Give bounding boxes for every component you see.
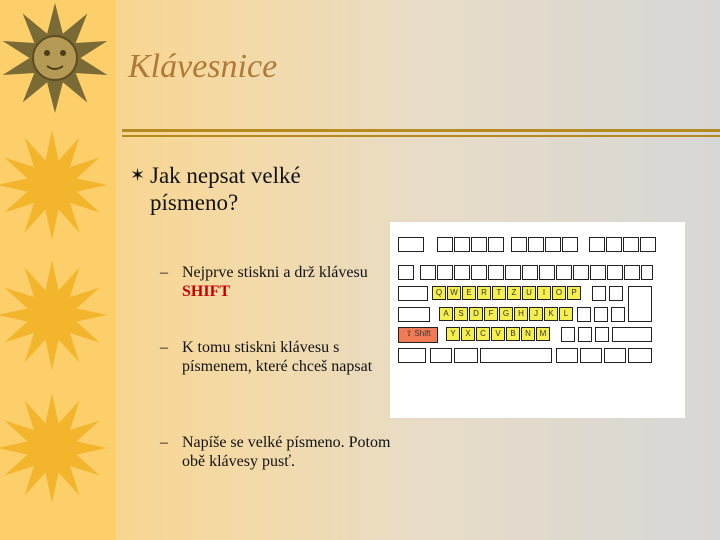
key-bracket — [592, 286, 606, 301]
sub2-text: K tomu stiskni klávesu s písmenem, které chceš napsat — [182, 339, 373, 375]
shift-emphasis: SHIFT — [182, 283, 231, 300]
star-bullet-icon: ✶ — [130, 165, 146, 185]
key-number — [398, 265, 414, 280]
key-f — [511, 237, 527, 252]
key-letter: Z — [507, 286, 521, 300]
keyboard-diagram — [390, 222, 685, 418]
key-slash — [595, 327, 609, 342]
key-number — [607, 265, 623, 280]
key-capslock — [398, 307, 430, 322]
key-number — [590, 265, 606, 280]
key-f — [528, 237, 544, 252]
key-space — [480, 348, 552, 363]
key-esc — [398, 237, 424, 252]
title-rule-thin — [122, 135, 720, 137]
key-letter: C — [476, 327, 490, 341]
key-f — [606, 237, 622, 252]
key-letter: L — [559, 307, 573, 321]
key-letter: S — [454, 307, 468, 321]
key-alt — [454, 348, 478, 363]
key-letter: P — [567, 286, 581, 300]
key-letter: T — [492, 286, 506, 300]
key-f — [488, 237, 504, 252]
key-comma — [561, 327, 575, 342]
slide-title: Klávesnice — [128, 48, 278, 85]
key-number — [471, 265, 487, 280]
key-number — [522, 265, 538, 280]
decorative-sidebar — [0, 0, 116, 540]
key-letter: R — [477, 286, 491, 300]
main-bullet-text: Jak nepsat velké písmeno? — [150, 163, 301, 215]
key-menu2 — [604, 348, 626, 363]
key-letter: E — [462, 286, 476, 300]
key-letter: N — [521, 327, 535, 341]
key-letter: A — [439, 307, 453, 321]
key-letter: F — [484, 307, 498, 321]
key-f — [640, 237, 656, 252]
key-number — [573, 265, 589, 280]
key-f — [545, 237, 561, 252]
key-f — [623, 237, 639, 252]
key-letter: I — [537, 286, 551, 300]
key-letter: X — [461, 327, 475, 341]
sub-bullet-1 — [160, 263, 400, 301]
sun-decoration-icon — [0, 0, 116, 540]
dash-bullet-icon: – — [160, 264, 168, 281]
key-number — [505, 265, 521, 280]
sub-bullet-2 — [160, 338, 400, 376]
key-number — [488, 265, 504, 280]
key-number — [539, 265, 555, 280]
key-number — [437, 265, 453, 280]
key-period — [578, 327, 592, 342]
key-f — [471, 237, 487, 252]
key-backspace — [641, 265, 653, 280]
key-letter: B — [506, 327, 520, 341]
key-letter: D — [469, 307, 483, 321]
sub-bullet-3 — [160, 433, 400, 471]
key-right-shift — [612, 327, 652, 342]
key-f — [589, 237, 605, 252]
key-win — [430, 348, 452, 363]
sun-face-icon — [0, 3, 110, 113]
dash-bullet-icon: – — [160, 339, 168, 356]
main-bullet — [130, 162, 380, 216]
key-letter: H — [514, 307, 528, 321]
key-f — [562, 237, 578, 252]
key-letter: V — [491, 327, 505, 341]
key-letter: G — [499, 307, 513, 321]
key-letter: O — [552, 286, 566, 300]
key-letter: J — [529, 307, 543, 321]
key-number — [556, 265, 572, 280]
key-letter: U — [522, 286, 536, 300]
key-letter: Y — [446, 327, 460, 341]
key-backslash — [611, 307, 625, 322]
shift-key: ⇧ Shift — [398, 327, 438, 343]
sub1-text: Nejprve stiskni a drž klávesu — [182, 264, 368, 281]
key-ctrl-right — [628, 348, 652, 363]
key-letter: Q — [432, 286, 446, 300]
title-rule — [122, 129, 720, 132]
dash-bullet-icon: – — [160, 434, 168, 451]
key-letter: K — [544, 307, 558, 321]
key-ctrl — [398, 348, 426, 363]
key-semicolon — [577, 307, 591, 322]
key-menu — [580, 348, 602, 363]
key-number — [454, 265, 470, 280]
key-letter: W — [447, 286, 461, 300]
key-enter — [628, 286, 652, 322]
key-number — [420, 265, 436, 280]
key-f — [437, 237, 453, 252]
key-quote — [594, 307, 608, 322]
key-altgr — [556, 348, 578, 363]
key-letter: M — [536, 327, 550, 341]
key-tab — [398, 286, 428, 301]
key-f — [454, 237, 470, 252]
key-number — [624, 265, 640, 280]
key-bracket — [609, 286, 623, 301]
sub3-text: Napíše se velké písmeno. Potom obě klávesy pusť. — [182, 434, 391, 470]
